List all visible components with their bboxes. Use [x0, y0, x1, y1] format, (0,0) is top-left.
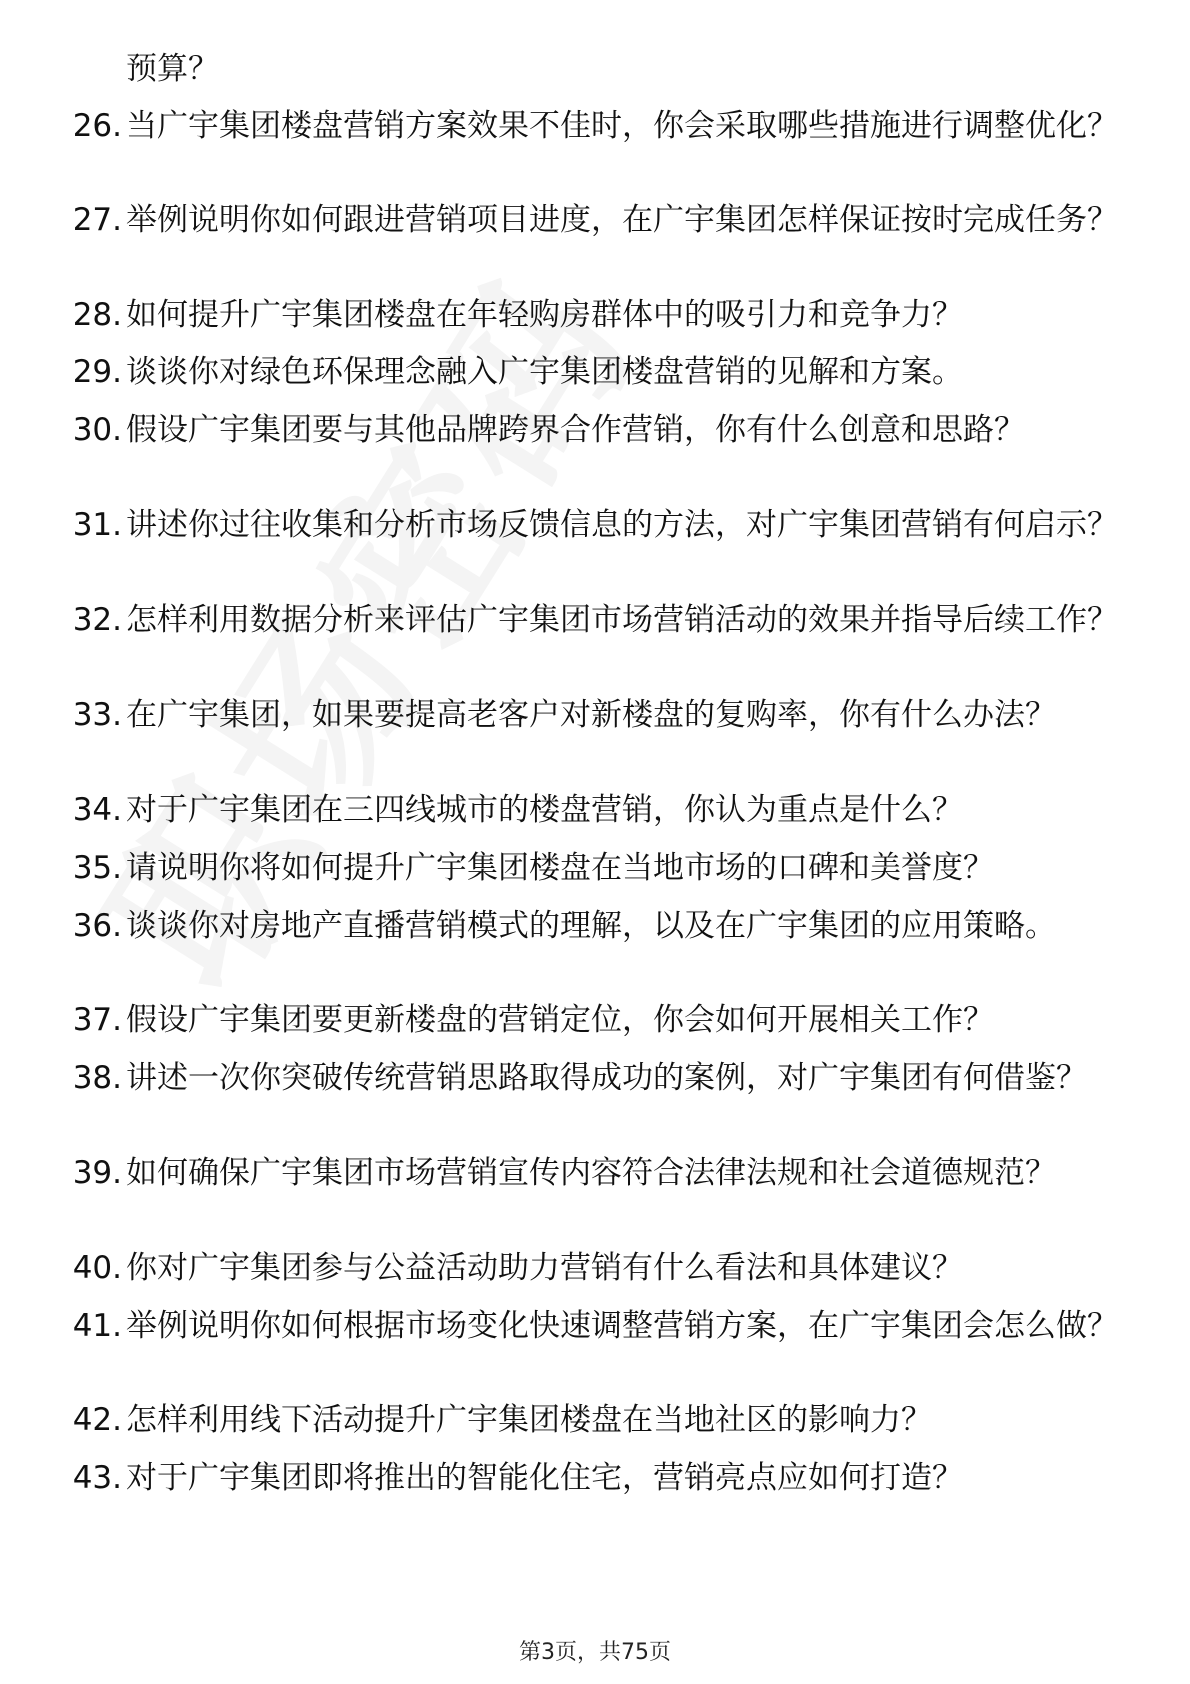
question-text: 谈谈你对房地产直播营销模式的理解，以及在广宇集团的应用策略。	[126, 908, 1056, 944]
question-number: 30.	[72, 412, 122, 448]
question-number: 32.	[72, 602, 122, 638]
question-item	[56, 1000, 1126, 1040]
question-item	[56, 1458, 1126, 1498]
question-number: 41.	[72, 1308, 122, 1344]
question-text: 当广宇集团楼盘营销方案效果不佳时，你会采取哪些措施进行调整优化？	[126, 108, 1118, 144]
question-number: 27.	[72, 202, 122, 238]
question-number: 35.	[72, 850, 122, 886]
question-text: 你对广宇集团参与公益活动助力营销有什么看法和具体建议？	[126, 1250, 963, 1286]
question-text: 讲述你过往收集和分析市场反馈信息的方法，对广宇集团营销有何启示？	[126, 507, 1118, 543]
question-item	[56, 1153, 1126, 1193]
question-text: 在广宇集团，如果要提高老客户对新楼盘的复购率，你有什么办法？	[126, 697, 1056, 733]
question-text: 假设广宇集团要更新楼盘的营销定位，你会如何开展相关工作？	[126, 1002, 994, 1038]
question-item	[56, 1248, 1126, 1288]
question-text: 如何确保广宇集团市场营销宣传内容符合法律法规和社会道德规范？	[126, 1155, 1056, 1191]
question-number: 28.	[72, 297, 122, 333]
question-number: 33.	[72, 697, 122, 733]
question-number: 29.	[72, 354, 122, 390]
question-text: 假设广宇集团要与其他品牌跨界合作营销，你有什么创意和思路？	[126, 412, 1025, 448]
question-text: 对于广宇集团即将推出的智能化住宅，营销亮点应如何打造？	[126, 1460, 963, 1496]
question-number: 40.	[72, 1250, 122, 1286]
question-text: 如何提升广宇集团楼盘在年轻购房群体中的吸引力和竞争力？	[126, 297, 963, 333]
question-number: 34.	[72, 792, 122, 828]
question-number: 26.	[72, 108, 122, 144]
question-number: 43.	[72, 1460, 122, 1496]
question-number: 31.	[72, 507, 122, 543]
question-text: 讲述一次你突破传统营销思路取得成功的案例，对广宇集团有何借鉴？	[126, 1060, 1087, 1096]
question-item	[56, 1400, 1126, 1440]
question-item	[56, 790, 1126, 830]
question-text: 谈谈你对绿色环保理念融入广宇集团楼盘营销的见解和方案。	[126, 354, 963, 390]
question-item	[56, 352, 1126, 392]
question-item	[56, 906, 1126, 946]
question-item	[56, 1058, 1126, 1098]
question-number: 37.	[72, 1002, 122, 1038]
question-item	[56, 848, 1126, 888]
question-number: 38.	[72, 1060, 122, 1096]
continuation-text: 预算？	[126, 51, 219, 87]
question-text: 举例说明你如何跟进营销项目进度，在广宇集团怎样保证按时完成任务？	[126, 202, 1118, 238]
question-text: 对于广宇集团在三四线城市的楼盘营销，你认为重点是什么？	[126, 792, 963, 828]
question-item	[56, 505, 1126, 545]
question-item	[56, 695, 1126, 735]
question-item	[56, 1306, 1126, 1346]
question-text: 举例说明你如何根据市场变化快速调整营销方案，在广宇集团会怎么做？	[126, 1308, 1118, 1344]
question-number: 36.	[72, 908, 122, 944]
question-text: 请说明你将如何提升广宇集团楼盘在当地市场的口碑和美誉度？	[126, 850, 994, 886]
question-number: 42.	[72, 1402, 122, 1438]
question-item	[56, 600, 1126, 640]
question-item	[56, 295, 1126, 335]
question-item	[56, 410, 1126, 450]
page-footer: 第3页，共75页	[519, 1640, 671, 1665]
question-item	[56, 106, 1126, 146]
question-number: 39.	[72, 1155, 122, 1191]
question-text: 怎样利用数据分析来评估广宇集团市场营销活动的效果并指导后续工作？	[126, 602, 1118, 638]
question-text: 怎样利用线下活动提升广宇集团楼盘在当地社区的影响力？	[126, 1402, 932, 1438]
question-item	[56, 200, 1126, 240]
